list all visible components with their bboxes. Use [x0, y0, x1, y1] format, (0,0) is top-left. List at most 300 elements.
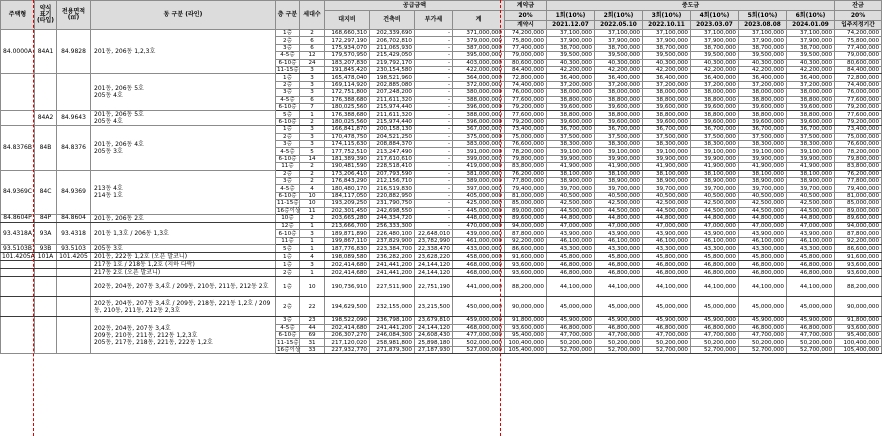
cell-m1: 41,900,000	[547, 163, 595, 170]
cell-units: 2	[300, 163, 325, 170]
cell-units: 4	[300, 253, 325, 261]
cell-balance: 93,600,000	[835, 261, 882, 269]
cell-m6: 37,100,000	[787, 30, 835, 37]
cell-m6: 44,500,000	[787, 207, 835, 214]
cell-building: 200,158,130	[370, 126, 415, 133]
cell-floor: 2층	[276, 81, 300, 88]
cell-m3: 42,500,000	[643, 200, 691, 207]
cell-m2: 40,500,000	[595, 192, 643, 199]
table-row	[1, 30, 882, 37]
cell-m5: 47,000,000	[739, 222, 787, 229]
cell-total: 458,000,000	[453, 253, 505, 261]
cell-vat: -	[415, 52, 453, 59]
cell-m4: 37,500,000	[691, 133, 739, 140]
header-label: 약식 표기 (타입)	[35, 1, 57, 30]
cell-units: 3	[300, 261, 325, 269]
cell-m2: 38,000,000	[595, 89, 643, 96]
cell-land: 175,934,070	[325, 44, 370, 51]
cell-balance: 85,000,000	[835, 200, 882, 207]
cell-contract: 76,000,000	[505, 89, 547, 96]
cell-m4: 39,600,000	[691, 118, 739, 126]
cell-m3: 41,900,000	[643, 163, 691, 170]
cell-m3: 37,100,000	[643, 30, 691, 37]
cell-dong: 205동 3호	[91, 245, 276, 253]
cell-m3: 38,000,000	[643, 89, 691, 96]
cell-m1: 39,100,000	[547, 148, 595, 155]
cell-m2: 43,300,000	[595, 245, 643, 253]
cell-total: 433,000,000	[453, 245, 505, 253]
table-row	[1, 222, 882, 229]
cell-floor: 6-10층	[276, 155, 300, 162]
cell-m3: 44,100,000	[643, 277, 691, 297]
cell-units: 3	[300, 133, 325, 140]
cell-m1: 46,800,000	[547, 324, 595, 331]
cell-vat: 25,898,180	[415, 339, 453, 346]
cell-contract: 85,000,000	[505, 200, 547, 207]
cell-m5: 45,900,000	[739, 317, 787, 324]
cell-balance: 86,600,000	[835, 245, 882, 253]
header-date-2: 2022.05.10	[595, 21, 643, 30]
cell-m3: 39,600,000	[643, 118, 691, 126]
cell-balance: 73,400,000	[835, 126, 882, 133]
cell-land: 180,480,170	[325, 185, 370, 192]
header-supply: 공급금액	[325, 1, 505, 11]
cell-total: 383,000,000	[453, 141, 505, 148]
cell-building: 223,384,700	[370, 245, 415, 253]
cell-total: 367,000,000	[453, 126, 505, 133]
cell-m1: 37,500,000	[547, 133, 595, 140]
header-total: 계	[453, 11, 505, 30]
cell-units: 5	[300, 148, 325, 155]
header-inst-3: 3회(10%)	[643, 11, 691, 21]
cell-area	[57, 261, 91, 269]
cell-floor: 2층	[276, 170, 300, 177]
table-row	[1, 170, 882, 177]
header-date-4: 2023.03.07	[691, 21, 739, 30]
cell-building: 219,792,170	[370, 59, 415, 66]
cell-contract: 73,400,000	[505, 126, 547, 133]
cell-m1: 38,300,000	[547, 141, 595, 148]
cell-area	[57, 297, 91, 317]
cell-vat: 23,679,810	[415, 317, 453, 324]
cell-total: 445,000,000	[453, 207, 505, 214]
cell-m4: 38,300,000	[691, 141, 739, 148]
header-date-3: 2022.10.11	[643, 21, 691, 30]
cell-label: 84A2	[35, 111, 57, 126]
cell-m5: 42,200,000	[739, 66, 787, 73]
cell-units: 33	[300, 346, 325, 353]
cell-balance: 76,200,000	[835, 170, 882, 177]
cell-building: 215,974,440	[370, 103, 415, 110]
cell-building: 271,879,300	[370, 346, 415, 353]
cell-m3: 39,700,000	[643, 185, 691, 192]
cell-m5: 38,100,000	[739, 170, 787, 177]
cell-vat: -	[415, 74, 453, 81]
cell-m6: 39,600,000	[787, 118, 835, 126]
cell-m1: 44,100,000	[547, 277, 595, 297]
cell-total: 397,000,000	[453, 185, 505, 192]
cell-contract: 83,800,000	[505, 163, 547, 170]
cell-m1: 37,200,000	[547, 81, 595, 88]
cell-total: 448,000,000	[453, 214, 505, 222]
cell-m4: 44,800,000	[691, 214, 739, 222]
header-units: 세대수	[300, 1, 325, 30]
cell-balance: 79,200,000	[835, 103, 882, 110]
cell-land: 168,660,310	[325, 30, 370, 37]
cell-land: 173,206,410	[325, 170, 370, 177]
cell-m4: 46,100,000	[691, 237, 739, 244]
cell-contract: 93,600,000	[505, 261, 547, 269]
cell-total: 372,000,000	[453, 81, 505, 88]
cell-land: 165,478,040	[325, 74, 370, 81]
cell-m1: 38,800,000	[547, 96, 595, 103]
cell-contract: 105,400,000	[505, 346, 547, 353]
cell-m5: 45,000,000	[739, 297, 787, 317]
header-building: 건축비	[370, 11, 415, 30]
cell-floor: 2층	[276, 297, 300, 317]
cell-contract: 75,000,000	[505, 133, 547, 140]
cell-m5: 37,900,000	[739, 37, 787, 44]
cell-balance: 76,600,000	[835, 141, 882, 148]
cell-vat: -	[415, 103, 453, 110]
cell-m3: 43,300,000	[643, 245, 691, 253]
cell-m6: 46,800,000	[787, 269, 835, 277]
cell-m3: 39,100,000	[643, 148, 691, 155]
cell-contract: 91,800,000	[505, 317, 547, 324]
cell-m4: 38,800,000	[691, 96, 739, 103]
cell-m6: 46,800,000	[787, 261, 835, 269]
cell-vat: -	[415, 207, 453, 214]
cell-m4: 45,000,000	[691, 297, 739, 317]
cell-m1: 45,000,000	[547, 297, 595, 317]
cell-contract: 77,400,000	[505, 44, 547, 51]
cell-total: 450,000,000	[453, 297, 505, 317]
cell-land: 169,114,920	[325, 81, 370, 88]
cell-floor: 5층	[276, 245, 300, 253]
cell-vat: 24,608,430	[415, 331, 453, 338]
cell-m4: 37,200,000	[691, 81, 739, 88]
cell-vat: 22,648,010	[415, 230, 453, 237]
cell-units: 22	[300, 297, 325, 317]
cell-m4: 47,700,000	[691, 331, 739, 338]
cell-total: 364,000,000	[453, 74, 505, 81]
cell-land: 184,117,050	[325, 192, 370, 199]
cell-units: 31	[300, 339, 325, 346]
cell-contract: 95,400,000	[505, 331, 547, 338]
cell-floor: 4-5층	[276, 324, 300, 331]
cell-m6: 36,400,000	[787, 74, 835, 81]
cell-m1: 42,500,000	[547, 200, 595, 207]
cell-m6: 52,700,000	[787, 346, 835, 353]
cell-m5: 46,100,000	[739, 237, 787, 244]
cell-type	[1, 269, 35, 277]
cell-floor: 1층	[276, 74, 300, 81]
header-inst-5: 5회(10%)	[739, 11, 787, 21]
cell-m2: 44,100,000	[595, 277, 643, 297]
cell-vat: -	[415, 178, 453, 185]
cell-land: 176,388,680	[325, 111, 370, 119]
cell-floor: 1층	[276, 277, 300, 297]
cell-m4: 37,900,000	[691, 37, 739, 44]
header-balance-pct: 20%	[835, 11, 882, 21]
cell-m4: 39,500,000	[691, 52, 739, 59]
cell-m6: 38,800,000	[787, 111, 835, 119]
cell-balance: 105,400,000	[835, 346, 882, 353]
cell-balance: 88,200,000	[835, 277, 882, 297]
cell-m3: 36,700,000	[643, 126, 691, 133]
cell-contract: 93,600,000	[505, 269, 547, 277]
cell-building: 220,882,950	[370, 192, 415, 199]
cell-contract: 77,800,000	[505, 178, 547, 185]
cell-type	[1, 277, 35, 297]
cell-floor: 2층	[276, 269, 300, 277]
cell-m4: 39,100,000	[691, 148, 739, 155]
cell-units: 4	[300, 185, 325, 192]
cell-dong: 217동 1호 / 218동 1,2호 (지하 다락)	[91, 261, 276, 269]
cell-m4: 39,600,000	[691, 103, 739, 110]
cell-m6: 39,700,000	[787, 185, 835, 192]
cell-m2: 42,500,000	[595, 200, 643, 207]
cell-area: 84.8604	[57, 214, 91, 222]
cell-dong: 202동, 204동, 207동 3,4호 / 209동, 218동, 221동 1,2호 / 209동, 210동, 211동, 212동 2,3호	[91, 297, 276, 317]
cell-m4: 39,900,000	[691, 155, 739, 162]
cell-balance: 78,200,000	[835, 148, 882, 155]
cell-m5: 39,700,000	[739, 185, 787, 192]
cell-land: 190,736,910	[325, 277, 370, 297]
cell-building: 241,441,200	[370, 261, 415, 269]
header-inst-1: 1회(10%)	[547, 11, 595, 21]
cell-vat: -	[415, 118, 453, 126]
cell-m1: 36,400,000	[547, 74, 595, 81]
cell-m2: 37,900,000	[595, 37, 643, 44]
cell-contract: 89,000,000	[505, 207, 547, 214]
cell-balance: 77,400,000	[835, 44, 882, 51]
header-vat: 부가세	[415, 11, 453, 30]
cell-balance: 72,800,000	[835, 74, 882, 81]
cell-m1: 38,800,000	[547, 111, 595, 119]
table-row	[1, 253, 882, 261]
cell-contract: 74,400,000	[505, 81, 547, 88]
cell-m2: 46,800,000	[595, 324, 643, 331]
cell-m1: 45,800,000	[547, 253, 595, 261]
cell-m1: 36,700,000	[547, 126, 595, 133]
cell-m1: 38,000,000	[547, 89, 595, 96]
cell-vat: -	[415, 44, 453, 51]
cell-label: 93B	[35, 245, 57, 253]
cell-dong: 201동, 206동 5호 205동 4호	[91, 111, 276, 126]
cell-vat: -	[415, 170, 453, 177]
cell-total: 470,000,000	[453, 222, 505, 229]
cell-area: 101.4205	[57, 253, 91, 261]
cell-floor: 10층	[276, 214, 300, 222]
cell-m1: 37,900,000	[547, 37, 595, 44]
cell-m4: 50,200,000	[691, 339, 739, 346]
cell-m1: 43,300,000	[547, 245, 595, 253]
header-balance: 잔금	[835, 1, 882, 11]
cell-contract: 77,600,000	[505, 96, 547, 103]
cell-floor: 1층	[276, 30, 300, 37]
header-area: 전용면적 (㎡)	[57, 1, 91, 30]
cell-building: 256,333,300	[370, 222, 415, 229]
cell-type: 84.0000A	[1, 30, 35, 74]
cell-m4: 38,000,000	[691, 89, 739, 96]
cell-area: 84.8376	[57, 126, 91, 170]
cell-type: 84.9369C	[1, 170, 35, 214]
cell-area: 84.9643	[57, 111, 91, 126]
cell-vat: 22,751,190	[415, 277, 453, 297]
table-row	[1, 277, 882, 297]
cell-vat: 24,144,120	[415, 324, 453, 331]
cell-floor: 2층	[276, 133, 300, 140]
cell-m5: 38,900,000	[739, 178, 787, 185]
cell-m5: 39,500,000	[739, 52, 787, 59]
table-row	[1, 269, 882, 277]
cell-land: 217,120,020	[325, 339, 370, 346]
cell-building: 246,084,300	[370, 331, 415, 338]
cell-m1: 47,000,000	[547, 222, 595, 229]
cell-land: 193,209,250	[325, 200, 370, 207]
cell-total: 389,000,000	[453, 178, 505, 185]
cell-m1: 39,700,000	[547, 185, 595, 192]
cell-land: 166,841,870	[325, 126, 370, 133]
cell-land: 176,388,680	[325, 96, 370, 103]
cell-type	[1, 261, 35, 269]
cell-floor: 12층	[276, 222, 300, 229]
cell-building: 230,154,580	[370, 66, 415, 73]
cell-total: 403,000,000	[453, 59, 505, 66]
cell-building: 211,065,930	[370, 44, 415, 51]
cell-units: 2	[300, 170, 325, 177]
cell-m2: 42,200,000	[595, 66, 643, 73]
cell-total: 388,000,000	[453, 96, 505, 103]
cell-m3: 52,700,000	[643, 346, 691, 353]
cell-m5: 39,100,000	[739, 148, 787, 155]
cell-vat: 23,782,990	[415, 237, 453, 244]
cell-units: 2	[300, 178, 325, 185]
cell-m3: 47,000,000	[643, 222, 691, 229]
cell-units: 6	[300, 96, 325, 103]
cell-balance: 79,000,000	[835, 52, 882, 59]
cell-floor: 11-15층	[277, 339, 299, 346]
cell-building: 215,429,050	[370, 52, 415, 59]
cell-floor: 3층	[276, 178, 300, 185]
cell-m3: 38,800,000	[643, 96, 691, 103]
cell-building: 227,511,900	[370, 277, 415, 297]
cell-m5: 37,200,000	[739, 81, 787, 88]
cell-m5: 46,800,000	[739, 269, 787, 277]
cell-m2: 39,100,000	[595, 148, 643, 155]
cell-m5: 43,900,000	[739, 230, 787, 237]
cell-m1: 40,500,000	[547, 192, 595, 199]
cell-building: 231,790,750	[370, 200, 415, 207]
cell-m3: 45,900,000	[643, 317, 691, 324]
cell-m6: 39,500,000	[787, 52, 835, 59]
cell-m3: 40,300,000	[643, 59, 691, 66]
cell-floor: 11층	[276, 237, 300, 244]
cell-m2: 43,900,000	[595, 230, 643, 237]
cell-m3: 46,100,000	[643, 237, 691, 244]
cell-floor: 1층	[276, 253, 300, 261]
cell-balance: 100,400,000	[835, 339, 882, 346]
cell-label: 93A	[35, 222, 57, 244]
cell-vat: -	[415, 155, 453, 162]
cell-building: 206,702,810	[370, 37, 415, 44]
cell-units: 44	[300, 324, 325, 331]
cell-m2: 45,800,000	[595, 253, 643, 261]
cell-contract: 90,000,000	[505, 297, 547, 317]
cell-m2: 38,800,000	[595, 96, 643, 103]
cell-building: 242,698,550	[370, 207, 415, 214]
cell-land: 177,752,510	[325, 148, 370, 155]
cell-m1: 39,600,000	[547, 118, 595, 126]
cell-units: 69	[300, 331, 325, 338]
cell-building: 211,611,320	[370, 111, 415, 119]
cell-building: 244,334,720	[370, 214, 415, 222]
cell-total: 422,000,000	[453, 66, 505, 73]
cell-floor: 4-5층	[276, 148, 300, 155]
cell-land: 176,843,290	[325, 178, 370, 185]
cell-land: 183,207,830	[325, 59, 370, 66]
cell-building: 217,610,610	[370, 155, 415, 162]
header-contract-pct: 20%	[505, 11, 547, 21]
cell-land: 187,776,830	[325, 245, 370, 253]
cell-m1: 46,800,000	[547, 261, 595, 269]
cell-label: 84C	[35, 170, 57, 214]
cell-label	[35, 297, 57, 317]
cell-m5: 40,300,000	[739, 59, 787, 66]
table-row	[1, 126, 882, 133]
cell-floor: 3층	[276, 89, 300, 96]
cell-m3: 37,500,000	[643, 133, 691, 140]
cell-m4: 36,400,000	[691, 74, 739, 81]
cell-units: 10	[300, 192, 325, 199]
cell-m5: 42,500,000	[739, 200, 787, 207]
cell-land: 198,089,580	[325, 253, 370, 261]
cell-vat: 23,628,220	[415, 253, 453, 261]
cell-m2: 36,400,000	[595, 74, 643, 81]
cell-m4: 46,800,000	[691, 269, 739, 277]
cell-dong: 217동 2호 (오픈 발코니)	[91, 269, 276, 277]
cell-total: 502,000,000	[453, 339, 505, 346]
cell-m6: 44,800,000	[787, 214, 835, 222]
cell-m1: 39,900,000	[547, 155, 595, 162]
cell-m3: 44,500,000	[643, 207, 691, 214]
cell-balance: 93,600,000	[835, 324, 882, 331]
cell-m2: 38,800,000	[595, 111, 643, 119]
cell-type	[1, 74, 35, 111]
cell-m4: 46,800,000	[691, 324, 739, 331]
header-dong: 동 구분 (라인)	[91, 1, 276, 30]
cell-m3: 38,300,000	[643, 141, 691, 148]
cell-label: 101A	[35, 253, 57, 261]
cell-dong: 202동, 204동, 207동 3,4호 / 209동, 210동, 211동, 212동 2호	[91, 277, 276, 297]
cell-balance: 74,400,000	[835, 81, 882, 88]
header-contract-sub: 계약시	[505, 21, 547, 30]
cell-units: 6	[300, 37, 325, 44]
cell-m6: 38,800,000	[787, 96, 835, 103]
cell-m2: 40,300,000	[595, 59, 643, 66]
cell-balance: 89,000,000	[835, 207, 882, 214]
cell-land: 179,570,950	[325, 52, 370, 59]
cell-land: 202,414,680	[325, 261, 370, 269]
cell-units: 1	[300, 222, 325, 229]
cell-m2: 37,100,000	[595, 30, 643, 37]
cell-balance: 95,400,000	[835, 331, 882, 338]
header-balance-sub: 입주지정기간	[835, 21, 882, 30]
cell-balance: 92,200,000	[835, 237, 882, 244]
cell-total: 380,000,000	[453, 89, 505, 96]
cell-vat: -	[415, 133, 453, 140]
